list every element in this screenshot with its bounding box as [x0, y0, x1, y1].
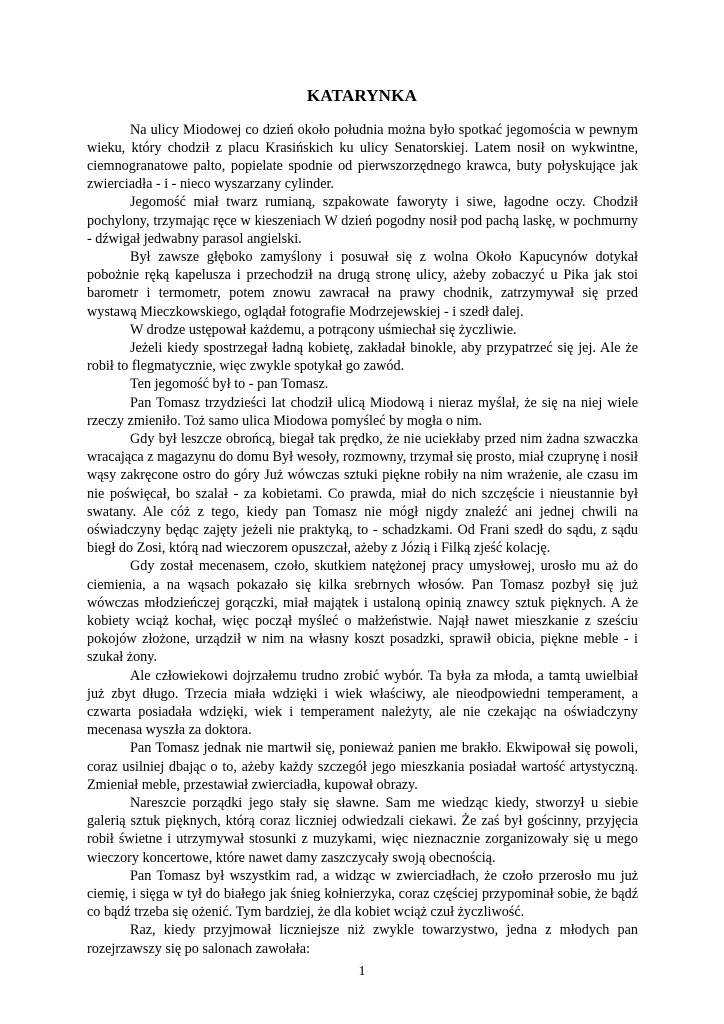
paragraph: W drodze ustępował każdemu, a potrącony uśmiechał się życzliwie.	[130, 321, 517, 338]
paragraph: Pan Tomasz trzydzieści lat chodził ulicą Miodową i nieraz myślał, że się na niej wiele rzeczy zmieniło. Toż samo ulica Miodowa pomyśleć by mogła o nim.	[87, 394, 638, 429]
paragraph: Gdy był leszcze obrońcą, biegał tak prędko, że nie uciekłaby przed nim żadna szwaczka wracająca z magazynu do domu Był wesoły, rozmowny, trzymał się prosto, miał czuprynę i nosił wąsy zakręcone ostro do góry Już wówczas sztuki piękne robiły na nim wrażenie, ale czasu im nie poświęcał, bo szalał - za kobietami. Co prawda, miał do nich szczęście i nieustannie był swatany. Ale cóż z tego, kiedy pan Tomasz nie mógł nigdy znaleźć ani jednej chwili na oświadczyny będąc zajęty jeżeli nie praktyką, to - schadzkami. Od Frani szedł do sądu, z sądu biegł do Zosi, którą nad wieczorem opuszczał, ażeby z Józią i Filką zjeść kolację.	[87, 430, 638, 557]
paragraph: Raz, kiedy przyjmował liczniejsze niż zwykle towarzystwo, jedna z młodych pan rozejrzawszy się po salonach zawołała:	[87, 922, 638, 957]
paragraph: Ten jegomość był to - pan Tomasz.	[130, 376, 329, 393]
paragraph: Był zawsze głęboko zamyślony i posuwał się z wolna Około Kapucynów dotykał pobożnie ręką kapelusza i przechodził na drugą stronę ulicy, ażeby zobaczyć u Pika jak stoi barometr i termometr, potem znowu zawracał na prawy chodnik, zatrzymywał się przed wystawą Mieczkowskiego, oglądał fotografie Modrzejewskiej - i szedł dalej.	[87, 248, 638, 320]
paragraph: Jegomość miał twarz rumianą, szpakowate faworyty i siwe, łagodne oczy. Chodził pochylony, trzymając ręce w kieszeniach W dzień pogodny nosił pod pachą laskę, w pochmurny - dźwigał jedwabny parasol angielski.	[87, 194, 638, 247]
page-number: 1	[358, 964, 366, 979]
document-body	[87, 121, 638, 958]
document-title: KATARYNKA	[306, 86, 418, 105]
paragraph: Na ulicy Miodowej co dzień około południa można było spotkać jegomościa w pewnym wieku, który chodził z placu Krasińskich ku ulicy Senatorskiej. Latem nosił on wykwintne, ciemnogranatowe palto, popielate spodnie od pierwszorzędnego krawca, buty połyskujące jak zwierciadła - i - nieco wyszarzany cylinder.	[87, 121, 638, 193]
paragraph: Nareszcie porządki jego stały się sławne. Sam me wiedząc kiedy, stworzył u siebie galerią sztuk pięknych, którą coraz liczniej odwiedzali ciekawi. Że zaś był gościnny, przyjęcia robił świetne i utrzymywał stosunki z muzykami, więc nieznacznie zorganizowały się u mego wieczory koncertowe, które nawet damy zaszczycały swoją obecnością.	[87, 795, 638, 866]
paragraph: Pan Tomasz był wszystkim rad, a widząc w zwierciadłach, że czoło przerosło mu już ciemię, i sięga w tył do białego jak śnieg kołnierzyka, coraz częściej przypominał sobie, że bądź co bądź trzeba się ożenić. Tym bardziej, że dla kobiet wciąż czuł życzliwość.	[87, 867, 638, 921]
paragraph: Jeżeli kiedy spostrzegał ładną kobietę, zakładał binokle, aby przypatrzeć się jej. Ale że robił to flegmatycznie, więc zwykle spotykał go zawód.	[87, 339, 638, 375]
paragraph: Pan Tomasz jednak nie martwił się, ponieważ panien me brakło. Ekwipował się powoli, coraz usilniej dbając o to, ażeby każdy szczegół jego mieszkania posiadał wartość artystyczną. Zmieniał meble, przestawiał zwierciadła, kupował obrazy.	[87, 740, 638, 793]
paragraph: Ale człowiekowi dojrzałemu trudno zrobić wybór. Ta była za młoda, a tamtą uwielbiał już zbyt długo. Trzecia miała wdzięki i wiek właściwy, ale nieodpowiedni temperament, a czwarta posiadała wdzięki, wiek i temperament należyty, ale nie czekając na oświadczyny mecenasa wyszła za doktora.	[87, 667, 638, 739]
paragraph: Gdy został mecenasem, czoło, skutkiem natężonej pracy umysłowej, urosło mu aż do ciemienia, a na wąsach pokazało się kilka srebrnych włosów. Pan Tomasz pozbył się już wówczas młodzieńczej gorączki, miał majątek i ustaloną opinią znawcy sztuk pięknych. A że kobiety wciąż kochał, więc począł myśleć o małżeństwie. Najął nawet mieszkanie z sześciu pokojów złożone, urządził w nim na własny koszt posadzki, sprawił obicia, piękne meble - i szukał żony.	[87, 558, 638, 666]
